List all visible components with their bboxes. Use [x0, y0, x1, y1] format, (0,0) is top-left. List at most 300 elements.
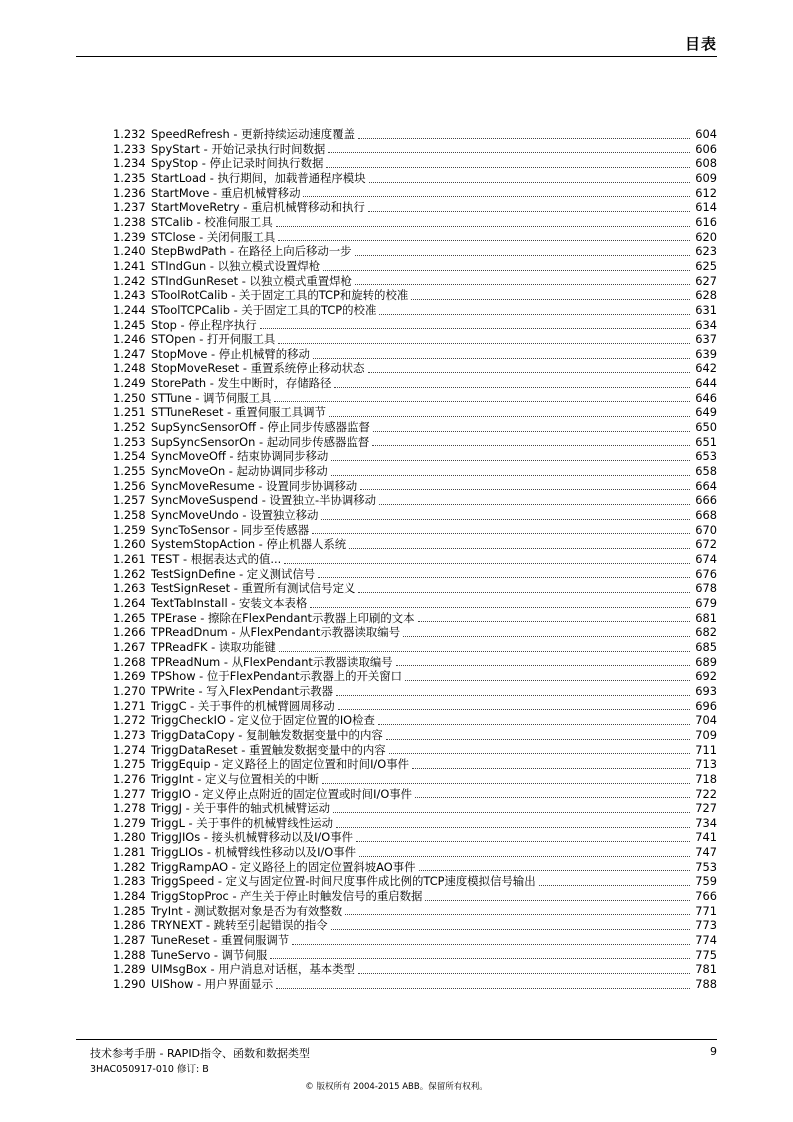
toc-dot-leader: [328, 152, 690, 153]
toc-entry-page[interactable]: 650: [695, 420, 717, 435]
toc-entry[interactable]: [113, 581, 717, 596]
toc-dot-leader: [349, 548, 690, 549]
toc-dot-leader: [331, 475, 690, 476]
toc-entry-page[interactable]: 639: [695, 346, 717, 361]
toc-entry-page[interactable]: 676: [695, 566, 717, 581]
toc-entry[interactable]: [113, 669, 717, 684]
toc-dot-leader: [303, 196, 690, 197]
toc-entry[interactable]: [113, 933, 717, 948]
toc-entry-number: 1.266: [113, 625, 146, 640]
toc-entry-page[interactable]: 649: [695, 405, 717, 420]
toc-entry-page[interactable]: 666: [695, 493, 717, 508]
toc-entry-page[interactable]: 608: [695, 156, 717, 171]
toc-entry-number: 1.269: [113, 669, 146, 684]
toc-entry-title[interactable]: TriggInt - 定义与位置相关的中断: [151, 771, 319, 786]
toc-dot-leader: [358, 138, 690, 139]
toc-entry-number: 1.271: [113, 698, 146, 713]
toc-entry[interactable]: [113, 699, 717, 714]
toc-entry-title[interactable]: SyncMoveResume - 设置同步协调移动: [151, 478, 358, 493]
toc-entry-number: 1.258: [113, 508, 146, 523]
toc-entry-page[interactable]: 644: [695, 376, 717, 391]
toc-entry-page[interactable]: 759: [695, 874, 717, 889]
toc-entry[interactable]: [113, 596, 717, 611]
toc-entry-number: 1.253: [113, 434, 146, 449]
toc-entry-page[interactable]: 679: [695, 595, 717, 610]
toc-entry-number: 1.272: [113, 713, 146, 728]
toc-entry-page[interactable]: 651: [695, 434, 717, 449]
toc-entry-title[interactable]: TPReadNum - 从FlexPendant示教器读取编号: [151, 654, 393, 669]
toc-entry[interactable]: [113, 962, 717, 977]
toc-dot-leader: [372, 445, 690, 446]
toc-entry[interactable]: [113, 640, 717, 655]
toc-entry[interactable]: [113, 479, 717, 494]
toc-entry-page[interactable]: 664: [695, 478, 717, 493]
toc-entry[interactable]: [113, 156, 717, 171]
toc-entry[interactable]: [113, 405, 717, 420]
toc-entry-title[interactable]: TriggLIOs - 机械臂线性移动以及I/O事件: [151, 845, 357, 860]
footer-document-id: 3HAC050917-010 修订: B: [90, 1064, 209, 1075]
toc-entry-page[interactable]: 788: [695, 977, 717, 992]
toc-entry-number: 1.232: [113, 126, 146, 141]
toc-entry-page[interactable]: 682: [695, 625, 717, 640]
toc-entry[interactable]: [113, 816, 717, 831]
toc-entry-number: 1.243: [113, 288, 146, 303]
toc-dot-leader: [279, 651, 690, 652]
toc-entry-title[interactable]: TriggIO - 定义停止点附近的固定位置或时间I/O事件: [151, 786, 413, 801]
toc-entry[interactable]: [113, 332, 717, 347]
toc-entry-page[interactable]: 713: [695, 757, 717, 772]
toc-dot-leader: [389, 753, 690, 754]
toc-entry-number: 1.252: [113, 420, 146, 435]
toc-entry[interactable]: [113, 537, 717, 552]
toc-entry-page[interactable]: 681: [695, 610, 717, 625]
toc-entry[interactable]: [113, 186, 717, 201]
toc-entry-number: 1.237: [113, 200, 146, 215]
toc-entry[interactable]: [113, 757, 717, 772]
toc-dot-leader: [358, 592, 690, 593]
toc-entry-page[interactable]: 709: [695, 727, 717, 742]
toc-entry-title[interactable]: STClose - 关闭伺服工具: [151, 229, 276, 244]
toc-dot-leader: [405, 680, 690, 681]
toc-entry-page[interactable]: 634: [695, 317, 717, 332]
toc-entry-number: 1.255: [113, 464, 146, 479]
toc-dot-leader: [270, 958, 690, 959]
toc-entry-title[interactable]: UIShow - 用户界面显示: [151, 977, 274, 992]
toc-entry[interactable]: [113, 142, 717, 157]
toc-dot-leader: [260, 328, 690, 329]
toc-entry-number: 1.283: [113, 874, 146, 889]
toc-entry-title[interactable]: STOpen - 打开伺服工具: [151, 332, 276, 347]
toc-entry-title[interactable]: SpyStart - 开始记录执行时间数据: [151, 141, 326, 156]
toc-dot-leader: [338, 709, 690, 710]
toc-entry-title[interactable]: SupSyncSensorOff - 停止同步传感器监督: [151, 420, 370, 435]
toc-dot-leader: [379, 504, 690, 505]
toc-entry-title[interactable]: TriggStopProc - 产生关于停止时触发信号的重启数据: [151, 889, 423, 904]
toc-entry-page[interactable]: 614: [695, 200, 717, 215]
toc-entry[interactable]: [113, 420, 717, 435]
toc-entry[interactable]: [113, 127, 717, 142]
toc-entry-page[interactable]: 625: [695, 258, 717, 273]
toc-dot-leader: [418, 621, 690, 622]
toc-entry-number: 1.244: [113, 302, 146, 317]
toc-entry-number: 1.274: [113, 742, 146, 757]
toc-dot-leader: [321, 519, 690, 520]
toc-entry-page[interactable]: 678: [695, 581, 717, 596]
toc-dot-leader: [274, 401, 690, 402]
toc-entry-title[interactable]: TuneServo - 调节伺服: [151, 947, 268, 962]
toc-dot-leader: [284, 563, 690, 564]
toc-entry[interactable]: [113, 860, 717, 875]
toc-entry[interactable]: [113, 318, 717, 333]
toc-dot-leader: [412, 768, 690, 769]
toc-entry-title[interactable]: SupSyncSensorOn - 起动同步传感器监督: [151, 434, 370, 449]
toc-entry-number: 1.234: [113, 156, 146, 171]
toc-entry-title[interactable]: StartMove - 重启机械臂移动: [151, 185, 301, 200]
toc-entry[interactable]: [113, 288, 717, 303]
toc-dot-leader: [368, 211, 690, 212]
toc-entry-page[interactable]: 727: [695, 801, 717, 816]
toc-entry[interactable]: [113, 244, 717, 259]
toc-dot-leader: [419, 870, 691, 871]
toc-entry[interactable]: [113, 376, 717, 391]
toc-dot-leader: [310, 607, 690, 608]
toc-entry-page[interactable]: 646: [695, 390, 717, 405]
toc-entry-page[interactable]: 753: [695, 859, 717, 874]
toc-entry-page[interactable]: 668: [695, 508, 717, 523]
toc-entry-page[interactable]: 628: [695, 288, 717, 303]
toc-entry-title[interactable]: TEST - 根据表达式的值...: [151, 552, 282, 567]
toc-entry-page[interactable]: 692: [695, 669, 717, 684]
toc-dot-leader: [425, 900, 690, 901]
toc-dot-leader: [379, 314, 690, 315]
toc-entry-page[interactable]: 693: [695, 683, 717, 698]
toc-entry-number: 1.282: [113, 859, 146, 874]
toc-entry[interactable]: [113, 391, 717, 406]
toc-entry-number: 1.261: [113, 552, 146, 567]
toc-entry-number: 1.257: [113, 493, 146, 508]
toc-entry-title[interactable]: SystemStopAction - 停止机器人系统: [151, 537, 347, 552]
toc-entry-page[interactable]: 672: [695, 537, 717, 552]
toc-entry-title[interactable]: SyncMoveOn - 起动协调同步移动: [151, 464, 328, 479]
toc-dot-leader: [378, 724, 690, 725]
toc-entry-title[interactable]: TPErase - 擦除在FlexPendant示教器上印刷的文本: [151, 610, 415, 625]
toc-entry-page[interactable]: 609: [695, 170, 717, 185]
toc-entry-number: 1.245: [113, 317, 146, 332]
toc-entry-number: 1.284: [113, 889, 146, 904]
toc-entry[interactable]: [113, 259, 717, 274]
toc-entry-page[interactable]: 685: [695, 639, 717, 654]
toc-entry-page[interactable]: 627: [695, 273, 717, 288]
toc-entry-title[interactable]: SpyStop - 停止记录时间执行数据: [151, 156, 324, 171]
toc-entry-number: 1.287: [113, 933, 146, 948]
toc-entry-number: 1.250: [113, 390, 146, 405]
toc-entry-page[interactable]: 631: [695, 302, 717, 317]
toc-entry-title[interactable]: TriggJIOs - 接头机械臂移动以及I/O事件: [151, 830, 354, 845]
toc-entry[interactable]: [113, 552, 717, 567]
toc-dot-leader: [331, 929, 690, 930]
toc-entry-number: 1.259: [113, 522, 146, 537]
toc-entry-title[interactable]: TriggRampAO - 定义路径上的固定位置斜坡AO事件: [151, 859, 416, 874]
toc-entry[interactable]: [113, 362, 717, 377]
toc-entry[interactable]: [113, 567, 717, 582]
toc-entry-title[interactable]: TestSignDefine - 定义测试信号: [151, 566, 316, 581]
toc-entry-number: 1.246: [113, 332, 146, 347]
toc-entry-title[interactable]: TriggL - 关于事件的机械臂线性运动: [151, 815, 333, 830]
toc-entry[interactable]: [113, 889, 717, 904]
toc-dot-leader: [336, 827, 690, 828]
toc-dot-leader: [292, 944, 690, 945]
toc-entry-page[interactable]: 658: [695, 464, 717, 479]
toc-dot-leader: [355, 284, 690, 285]
toc-entry-number: 1.280: [113, 830, 146, 845]
toc-entry-title[interactable]: StepBwdPath - 在路径上向后移动一步: [151, 244, 352, 259]
toc-dot-leader: [386, 739, 690, 740]
toc-entry-title[interactable]: TriggC - 关于事件的机械臂圆周移动: [151, 698, 335, 713]
toc-entry-page[interactable]: 718: [695, 771, 717, 786]
toc-entry[interactable]: [113, 948, 717, 963]
toc-entry-page[interactable]: 689: [695, 654, 717, 669]
toc-entry-title[interactable]: TriggEquip - 定义路径上的固定位置和时间I/O事件: [151, 757, 410, 772]
toc-entry-title[interactable]: SyncMoveOff - 结束协调同步移动: [151, 449, 329, 464]
toc-entry-page[interactable]: 670: [695, 522, 717, 537]
toc-dot-leader: [396, 665, 690, 666]
toc-dot-leader: [356, 841, 690, 842]
toc-entry[interactable]: [113, 728, 717, 743]
toc-entry[interactable]: [113, 200, 717, 215]
toc-entry[interactable]: [113, 435, 717, 450]
footer-page-number: 9: [710, 1045, 717, 1058]
toc-dot-leader: [539, 885, 690, 886]
toc-entry-number: 1.263: [113, 581, 146, 596]
toc-entry[interactable]: [113, 215, 717, 230]
toc-entry-number: 1.249: [113, 376, 146, 391]
toc-entry[interactable]: [113, 274, 717, 289]
toc-entry-number: 1.289: [113, 962, 146, 977]
toc-entry[interactable]: [113, 713, 717, 728]
toc-entry-number: 1.242: [113, 273, 146, 288]
toc-entry-title[interactable]: STCalib - 校准伺服工具: [151, 214, 273, 229]
toc-entry-title[interactable]: StorePath - 发生中断时，存储路径: [151, 376, 332, 391]
toc-entry-number: 1.279: [113, 815, 146, 830]
toc-entry[interactable]: [113, 464, 717, 479]
toc-entry-page[interactable]: 696: [695, 698, 717, 713]
toc-entry-title[interactable]: StopMoveReset - 重置系统停止移动状态: [151, 361, 365, 376]
toc-entry-page[interactable]: 704: [695, 713, 717, 728]
toc-entry-title[interactable]: TriggDataCopy - 复制触发数据变量中的内容: [151, 727, 383, 742]
toc-entry-title[interactable]: UIMsgBox - 用户消息对话框，基本类型: [151, 962, 355, 977]
toc-entry[interactable]: [113, 611, 717, 626]
toc-entry-number: 1.236: [113, 185, 146, 200]
toc-entry-page[interactable]: 623: [695, 244, 717, 259]
toc-dot-leader: [358, 973, 690, 974]
toc-entry-number: 1.275: [113, 757, 146, 772]
footer-divider: [76, 1039, 717, 1040]
toc-dot-leader: [369, 182, 690, 183]
toc-entry-title[interactable]: TPReadFK - 读取功能键: [151, 639, 276, 654]
toc-entry-title[interactable]: SyncMoveSuspend - 设置独立-半协调移动: [151, 493, 377, 508]
toc-entry-title[interactable]: SToolRotCalib - 关于固定工具的TCP和旋转的校准: [151, 288, 409, 303]
toc-entry[interactable]: [113, 523, 717, 538]
toc-dot-leader: [355, 255, 690, 256]
toc-dot-leader: [403, 636, 690, 637]
toc-entry[interactable]: [113, 874, 717, 889]
toc-entry-title[interactable]: TPReadDnum - 从FlexPendant示教器读取编号: [151, 625, 401, 640]
toc-entry-title[interactable]: TuneReset - 重置伺服调节: [151, 933, 290, 948]
toc-dot-leader: [411, 299, 690, 300]
toc-entry-page[interactable]: 711: [695, 742, 717, 757]
toc-entry-title[interactable]: TriggJ - 关于事件的轴式机械臂运动: [151, 801, 330, 816]
toc-entry-number: 1.238: [113, 214, 146, 229]
toc-entry-page[interactable]: 781: [695, 962, 717, 977]
toc-entry-number: 1.247: [113, 346, 146, 361]
toc-entry-page[interactable]: 773: [695, 918, 717, 933]
toc-entry-number: 1.270: [113, 683, 146, 698]
header-divider: [76, 56, 717, 57]
toc-entry-page[interactable]: 747: [695, 845, 717, 860]
toc-entry[interactable]: [113, 904, 717, 919]
toc-entry-number: 1.267: [113, 639, 146, 654]
toc-dot-leader: [373, 431, 690, 432]
toc-entry-title[interactable]: STIndGun - 以独立模式设置焊枪: [151, 258, 321, 273]
toc-entry[interactable]: [113, 493, 717, 508]
copyright-notice: © 版权所有 2004-2015 ABB。保留所有权利。: [305, 1082, 488, 1092]
toc-entry-number: 1.276: [113, 771, 146, 786]
toc-entry-number: 1.285: [113, 903, 146, 918]
toc-entry-page[interactable]: 771: [695, 903, 717, 918]
toc-entry-title[interactable]: TestSignReset - 重置所有测试信号定义: [151, 581, 356, 596]
toc-entry-number: 1.288: [113, 947, 146, 962]
toc-entry[interactable]: [113, 787, 717, 802]
toc-entry-page[interactable]: 722: [695, 786, 717, 801]
footer-document-title: 技术参考手册 - RAPID指令、函数和数据类型: [90, 1047, 311, 1060]
toc-dot-leader: [318, 577, 690, 578]
toc-entry-title[interactable]: TPShow - 位于FlexPendant示教器上的开关窗口: [151, 669, 403, 684]
toc-entry[interactable]: [113, 347, 717, 362]
toc-dot-leader: [326, 167, 690, 168]
toc-entry[interactable]: [113, 230, 717, 245]
toc-dot-leader: [329, 416, 690, 417]
toc-entry-page[interactable]: 741: [695, 830, 717, 845]
toc-entry[interactable]: [113, 508, 717, 523]
toc-entry-title[interactable]: TPWrite - 写入FlexPendant示教器: [151, 683, 334, 698]
toc-dot-leader: [359, 856, 690, 857]
toc-entry-title[interactable]: TRYNEXT - 跳转至引起错误的指令: [151, 918, 328, 933]
toc-entry-number: 1.248: [113, 361, 146, 376]
toc-entry-number: 1.281: [113, 845, 146, 860]
toc-dot-leader: [323, 270, 690, 271]
toc-entry-page[interactable]: 766: [695, 889, 717, 904]
toc-entry-page[interactable]: 774: [695, 933, 717, 948]
toc-entry-title[interactable]: TriggCheckIO - 定义位于固定位置的IO检查: [151, 713, 375, 728]
toc-entry-title[interactable]: SpeedRefresh - 更新持续运动速度覆盖: [151, 126, 355, 141]
toc-dot-leader: [322, 783, 690, 784]
toc-dot-leader: [313, 358, 690, 359]
toc-entry[interactable]: [113, 977, 717, 992]
toc-entry-number: 1.290: [113, 977, 146, 992]
toc-dot-leader: [368, 372, 690, 373]
toc-entry-title[interactable]: STIndGunReset - 以独立模式重置焊枪: [151, 273, 352, 288]
toc-entry-title[interactable]: TriggSpeed - 定义与固定位置-时间尺度事件成比例的TCP速度模拟信号输出: [151, 874, 536, 889]
toc-entry-page[interactable]: 620: [695, 229, 717, 244]
toc-dot-leader: [334, 387, 690, 388]
toc-entry-title[interactable]: StartMoveRetry - 重启机械臂移动和执行: [151, 200, 365, 215]
toc-entry[interactable]: [113, 743, 717, 758]
toc-entry[interactable]: [113, 449, 717, 464]
toc-entry[interactable]: [113, 625, 717, 640]
toc-entry-number: 1.286: [113, 918, 146, 933]
toc-entry-page[interactable]: 674: [695, 552, 717, 567]
toc-entry-title[interactable]: TextTabInstall - 安装文本表格: [151, 595, 308, 610]
toc-entry-number: 1.241: [113, 258, 146, 273]
toc-entry-page[interactable]: 616: [695, 214, 717, 229]
toc-entry-number: 1.262: [113, 566, 146, 581]
toc-entry-page[interactable]: 775: [695, 947, 717, 962]
toc-entry[interactable]: [113, 831, 717, 846]
table-of-contents: [113, 127, 717, 992]
toc-entry-number: 1.264: [113, 595, 146, 610]
toc-dot-leader: [331, 460, 690, 461]
toc-dot-leader: [276, 226, 690, 227]
toc-dot-leader: [333, 812, 690, 813]
toc-entry-number: 1.268: [113, 654, 146, 669]
toc-entry-number: 1.265: [113, 610, 146, 625]
toc-dot-leader: [345, 914, 690, 915]
toc-entry-title[interactable]: SToolTCPCalib - 关于固定工具的TCP的校准: [151, 302, 377, 317]
page-header-title: 目表: [684, 35, 717, 53]
toc-entry-number: 1.277: [113, 786, 146, 801]
toc-entry-page[interactable]: 612: [695, 185, 717, 200]
toc-entry-number: 1.278: [113, 801, 146, 816]
toc-entry[interactable]: [113, 845, 717, 860]
toc-entry[interactable]: [113, 303, 717, 318]
toc-entry-page[interactable]: 606: [695, 141, 717, 156]
toc-dot-leader: [415, 797, 690, 798]
toc-entry-number: 1.235: [113, 170, 146, 185]
toc-entry-title[interactable]: SyncMoveUndo - 设置独立移动: [151, 508, 319, 523]
toc-dot-leader: [312, 533, 690, 534]
toc-entry-number: 1.251: [113, 405, 146, 420]
toc-entry[interactable]: [113, 171, 717, 186]
toc-entry-title[interactable]: STTune - 调节伺服工具: [151, 390, 272, 405]
toc-entry-title[interactable]: StartLoad - 执行期间，加载普通程序模块: [151, 170, 366, 185]
toc-entry-page[interactable]: 637: [695, 332, 717, 347]
toc-entry[interactable]: [113, 772, 717, 787]
toc-entry-title[interactable]: STTuneReset - 重置伺服工具调节: [151, 405, 326, 420]
toc-entry-number: 1.273: [113, 727, 146, 742]
toc-entry-page[interactable]: 642: [695, 361, 717, 376]
toc-entry[interactable]: [113, 801, 717, 816]
toc-entry-title[interactable]: SyncToSensor - 同步至传感器: [151, 522, 310, 537]
toc-dot-leader: [336, 695, 690, 696]
toc-entry-number: 1.239: [113, 229, 146, 244]
toc-entry[interactable]: [113, 655, 717, 670]
toc-dot-leader: [278, 240, 690, 241]
toc-entry-number: 1.254: [113, 449, 146, 464]
toc-entry-number: 1.256: [113, 478, 146, 493]
toc-entry[interactable]: [113, 684, 717, 699]
toc-entry-title[interactable]: StopMove - 停止机械臂的移动: [151, 346, 310, 361]
toc-entry-title[interactable]: Stop - 停止程序执行: [151, 317, 257, 332]
toc-dot-leader: [360, 489, 690, 490]
toc-entry-title[interactable]: TriggDataReset - 重置触发数据变量中的内容: [151, 742, 386, 757]
toc-dot-leader: [278, 343, 690, 344]
toc-entry-page[interactable]: 604: [695, 126, 717, 141]
toc-entry-number: 1.233: [113, 141, 146, 156]
toc-entry-page[interactable]: 734: [695, 815, 717, 830]
toc-entry[interactable]: [113, 918, 717, 933]
toc-entry-page[interactable]: 653: [695, 449, 717, 464]
toc-entry-title[interactable]: TryInt - 测试数据对象是否为有效整数: [151, 903, 343, 918]
